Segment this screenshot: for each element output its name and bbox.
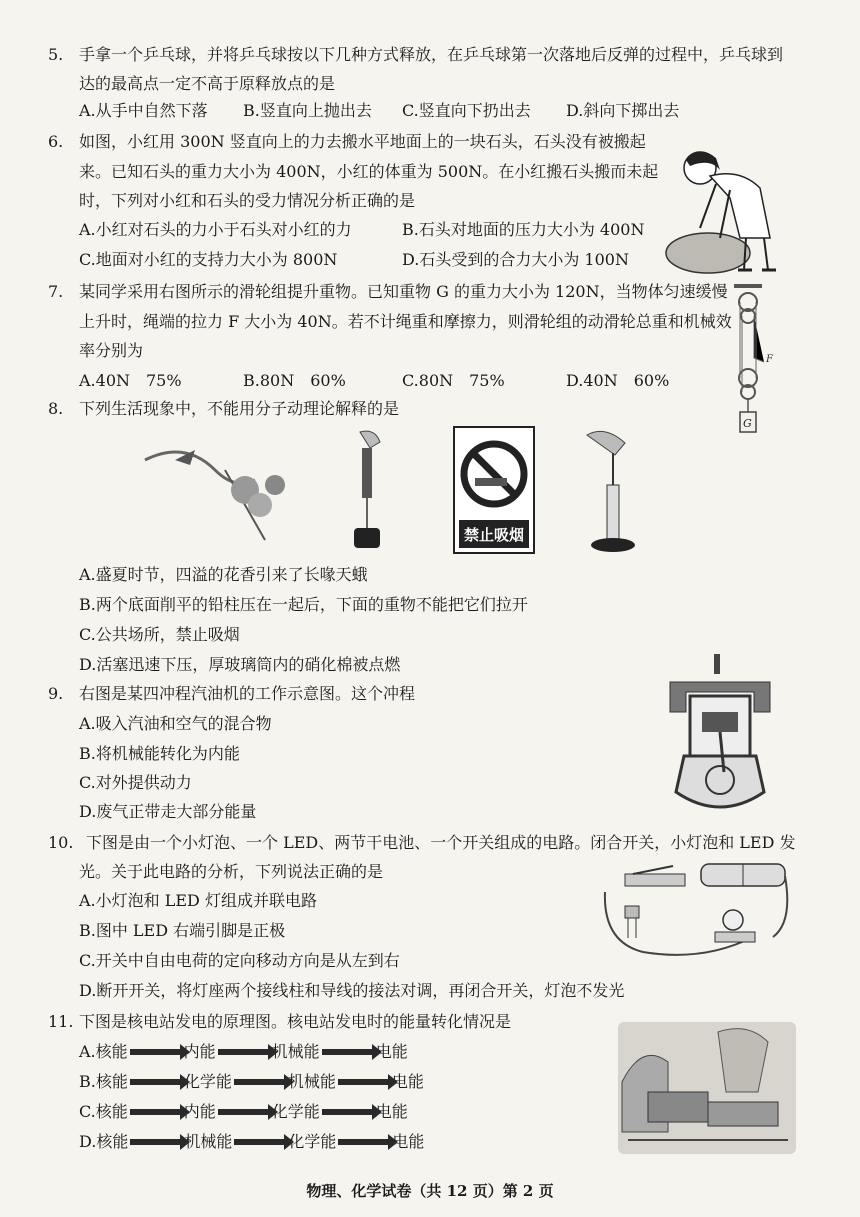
energy-step: A.核能 (79, 1042, 128, 1061)
option-b (79, 1071, 424, 1093)
pulley-system-figure (728, 282, 774, 440)
engine-cylinder-figure (664, 652, 776, 822)
energy-step: 机械能 (271, 1042, 320, 1061)
option-a: A.40N 75% (79, 371, 182, 390)
question-text: 上升时，绳端的拉力 F 大小为 40N。若不计绳重和摩擦力，则滑轮组的动滑轮总重和机械效 (79, 312, 732, 331)
energy-step: 机械能 (287, 1072, 336, 1091)
energy-step: C.核能 (79, 1102, 128, 1121)
weight-label: G (743, 417, 752, 430)
option-b: B.竖直向上抛出去 (243, 101, 372, 120)
energy-step: 内能 (183, 1042, 216, 1061)
question-text: 手拿一个乒乓球，并将乒乓球按以下几种方式释放，在乒乓球第一次落地后反弹的过程中，乒乓球到 (79, 45, 784, 64)
arrow-icon (234, 1139, 286, 1145)
option-c: C.开关中自由电荷的定向移动方向是从左到右 (79, 951, 400, 970)
question-text: 下列生活现象中，不能用分子动理论解释的是 (79, 399, 400, 418)
option-c: C.公共场所，禁止吸烟 (79, 625, 240, 644)
question-text: 时，下列对小红和石头的受力情况分析正确的是 (79, 191, 416, 210)
option-b: B.将机械能转化为内能 (79, 744, 240, 763)
arrow-icon (130, 1109, 182, 1115)
arrow-icon (338, 1139, 390, 1145)
option-a: A.盛夏时节，四溢的花香引来了长喙天蛾 (79, 565, 368, 584)
arrow-icon (218, 1109, 270, 1115)
question-number: 6. (48, 132, 64, 151)
option-d: D.活塞迅速下压，厚玻璃筒内的硝化棉被点燃 (79, 655, 401, 674)
energy-step: 电能 (375, 1042, 408, 1061)
option-b: B.石头对地面的压力大小为 400N (402, 220, 645, 239)
flower-moth-figure (135, 430, 305, 555)
energy-step: D.核能 (79, 1132, 129, 1151)
option-d: D.断开开关，将灯座两个接线柱和导线的接法对调，再闭合开关，灯泡不发光 (79, 981, 625, 1000)
option-c: C.竖直向下扔出去 (402, 101, 531, 120)
circuit-figure (603, 862, 795, 962)
energy-step: 化学能 (183, 1072, 232, 1091)
option-c (79, 1101, 408, 1123)
question-number: 7. (48, 282, 64, 301)
energy-step: 化学能 (288, 1132, 337, 1151)
question-text: 右图是某四冲程汽油机的工作示意图。这个冲程 (79, 684, 416, 703)
option-c: C.地面对小红的支持力大小为 800N (79, 250, 338, 269)
lead-cylinder-figure (340, 428, 400, 556)
question-number: 11. (48, 1012, 74, 1031)
arrow-icon (338, 1079, 390, 1085)
option-d: D.石头受到的合力大小为 100N (402, 250, 629, 269)
arrow-icon (218, 1049, 270, 1055)
option-d: D.废气正带走大部分能量 (79, 802, 257, 821)
question-number: 5. (48, 45, 64, 64)
question-number: 9. (48, 684, 64, 703)
piston-cylinder-figure (585, 425, 645, 555)
option-a: A.从手中自然下落 (79, 101, 208, 120)
energy-step: 内能 (183, 1102, 216, 1121)
page-footer: 物理、化学试卷（共 12 页）第 2 页 (306, 1182, 554, 1200)
arrow-icon (130, 1139, 182, 1145)
option-a (79, 1041, 408, 1063)
option-a: A.小红对石头的力小于石头对小红的力 (79, 220, 352, 239)
question-number: 8. (48, 399, 64, 418)
option-c: C.对外提供动力 (79, 773, 192, 792)
option-b: B.两个底面削平的铅柱压在一起后，下面的重物不能把它们拉开 (79, 595, 528, 614)
arrow-icon (130, 1079, 182, 1085)
option-b: B.图中 LED 右端引脚是正极 (79, 921, 286, 940)
energy-step: 电能 (375, 1102, 408, 1121)
question-text: 来。已知石头的重力大小为 400N，小红的体重为 500N。在小红搬石头搬而未起 (79, 162, 659, 181)
question-text: 达的最高点一定不高于原释放点的是 (79, 74, 336, 93)
arrow-icon (322, 1109, 374, 1115)
energy-step: 机械能 (184, 1132, 233, 1151)
nuclear-plant-figure (618, 1022, 796, 1154)
arrow-icon (322, 1049, 374, 1055)
question-text: 下图是由一个小灯泡、一个 LED、两节干电池、一个开关组成的电路。闭合开关，小灯泡和 LED 发 (86, 833, 796, 852)
option-c: C.80N 75% (402, 371, 505, 390)
girl-lifting-stone-figure (660, 138, 782, 278)
energy-step: 电能 (392, 1132, 425, 1151)
arrow-icon (130, 1049, 182, 1055)
option-a: A.小灯泡和 LED 灯组成并联电路 (79, 891, 317, 910)
option-a: A.吸入汽油和空气的混合物 (79, 714, 272, 733)
question-text: 某同学采用右图所示的滑轮组提升重物。已知重物 G 的重力大小为 120N，当物体匀速缓慢 (79, 282, 728, 301)
energy-step: B.核能 (79, 1072, 128, 1091)
no-smoking-sign (453, 426, 535, 554)
option-d: D.斜向下掷出去 (566, 101, 680, 120)
option-b: B.80N 60% (243, 371, 346, 390)
question-text: 下图是核电站发电的原理图。核电站发电时的能量转化情况是 (79, 1012, 512, 1031)
question-text: 如图，小红用 300N 竖直向上的力去搬水平地面上的一块石头，石头没有被搬起 (79, 132, 646, 151)
energy-step: 电能 (391, 1072, 424, 1091)
option-d (79, 1131, 424, 1153)
force-label: F (766, 354, 773, 365)
arrow-icon (234, 1079, 286, 1085)
option-d: D.40N 60% (566, 371, 670, 390)
question-text: 光。关于此电路的分析，下列说法正确的是 (79, 862, 384, 881)
question-text: 率分别为 (79, 341, 144, 360)
question-number: 10. (48, 833, 74, 852)
energy-step: 化学能 (271, 1102, 320, 1121)
sign-text: 禁止吸烟 (463, 526, 525, 544)
